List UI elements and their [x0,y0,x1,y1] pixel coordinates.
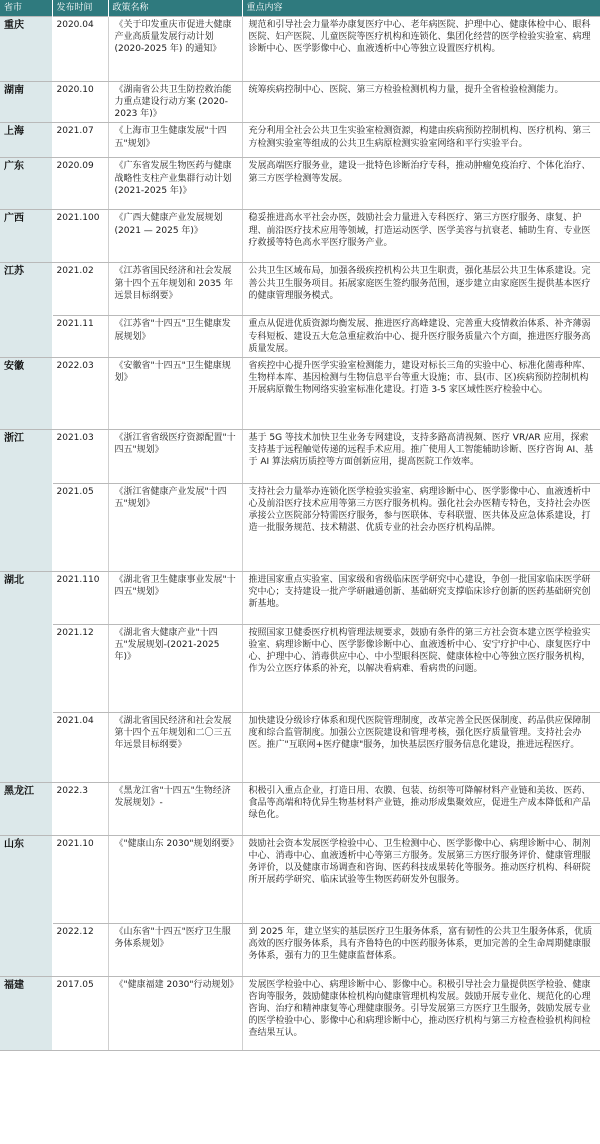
province-cell: 湖南 [0,82,52,123]
date-cell: 2020.04 [52,17,108,82]
column-header-content: 重点内容 [242,0,600,17]
policy-name-cell: 《湖北省国民经济和社会发展第十四个五年规划和二〇三五年远景目标纲要》 [108,712,242,782]
content-cell: 发展医学检验中心、病理诊断中心、影像中心。积极引导社会力量提供医学检验、健康咨询等服务，鼓励健康体检机构向健康管理机构发展。鼓励开展专业化、规范化的心理咨询、治疗和精神康复等心理健康服务。引导发展第三方医疗卫生服务，鼓励发展专业的医学检验中心、影像中心和病理诊断中心，推动医疗机构与第三方检查检验机构间检查结果互认。 [242,976,600,1050]
date-cell: 2017.05 [52,976,108,1050]
province-cell: 广西 [0,210,52,263]
table-row [0,976,600,1050]
province-cell: 上海 [0,123,52,158]
province-cell: 黑龙江 [0,782,52,835]
date-cell: 2021.12 [52,624,108,712]
table-row [0,429,600,483]
content-cell: 按照国家卫健委医疗机构管理法规要求，鼓励有条件的第三方社会资本建立医学检验实验室、病理诊断中心、医学影像诊断中心、血液透析中心、安宁疗护中心、康复医疗中心、护理中心、消毒供应中心、中小型眼科医院、健康体检中心等独立医疗服务机构，作为公立医疗体系的补充，以解决看病难、看病贵的问题。 [242,624,600,712]
province-cell: 重庆 [0,17,52,82]
table-row [0,835,600,923]
date-cell: 2021.03 [52,429,108,483]
table-row [0,923,600,976]
column-header-province: 省市 [0,0,52,17]
date-cell: 2021.04 [52,712,108,782]
table-row [0,17,600,82]
policy-name-cell: 《黑龙江省"十四五"生物经济发展规划》- [108,782,242,835]
date-cell: 2021.05 [52,483,108,571]
policy-name-cell: 《"健康福建 2030"行动规划》 [108,976,242,1050]
content-cell: 到 2025 年，建立坚实的基层医疗卫生服务体系，富有韧性的公共卫生服务体系，优质高效的医疗服务体系，具有齐鲁特色的中医药服务体系，更加完善的全生命周期健康服务体系，强有力的卫生健康监督体系。 [242,923,600,976]
policy-name-cell: 《江苏省"十四五"卫生健康发展规划》 [108,316,242,357]
province-cell: 福建 [0,976,52,1050]
content-cell: 重点从促进优质资源均衡发展、推进医疗高峰建设、完善重大疫情救治体系、补齐薄弱专科短板、建设五大危急重症救治中心、提升医疗服务质量六个方面，推进医疗服务高质量发展。 [242,316,600,357]
table-row [0,624,600,712]
policy-name-cell: 《湖北省大健康产业"十四五"发展规划-(2021-2025 年)》 [108,624,242,712]
date-cell: 2021.100 [52,210,108,263]
content-cell: 加快建设分级诊疗体系和现代医院管理制度，改革完善全民医保制度、药品供应保障制度和综合监管制度。加强公立医院建设和管理考核，强化医疗质量管理。支持社会办医。推广"互联网+医疗健康"服务，加快基层医疗服务信息化建设，推进远程医疗。 [242,712,600,782]
table-row [0,210,600,263]
column-header-policy: 政策名称 [108,0,242,17]
table-row [0,571,600,624]
content-cell: 统筹疾病控制中心、医院、第三方检验检测机构力量，提升全省检验检测能力。 [242,82,600,123]
content-cell: 积极引入重点企业，打造日用、农膜、包装、纺织等可降解材料产业链和美妆、医药、食品等高端和特优异生物基材料产业链，推动形成集聚效应，促进生产成本降低和产品绿色化。 [242,782,600,835]
policy-name-cell: 《安徽省"十四五"卫生健康规划》 [108,357,242,429]
content-cell: 基于 5G 等技术加快卫生业务专网建设，支持多路高清视频、医疗 VR/AR 应用，探索支持基于远程触觉传递的远程手术应用。推广使用人工智能辅助诊断、医疗咨询 AI、基于 AI 算法病历质控等方面创新应用，提高医院工作效率。 [242,429,600,483]
policy-name-cell: 《湖北省卫生健康事业发展"十四五"规划》 [108,571,242,624]
table-row [0,158,600,210]
date-cell: 2022.12 [52,923,108,976]
province-cell: 广东 [0,158,52,210]
policy-name-cell: 《山东省"十四五"医疗卫生服务体系规划》 [108,923,242,976]
table-row [0,316,600,357]
province-cell: 湖北 [0,571,52,782]
policy-name-cell: 《关于印发重庆市促进大健康产业高质量发展行动计划 (2020-2025 年) 的通知》 [108,17,242,82]
table-row [0,82,600,123]
date-cell: 2021.110 [52,571,108,624]
content-cell: 鼓励社会资本发展医学检验中心、卫生检测中心、医学影像中心、病理诊断中心、制剂中心、消毒中心、血液透析中心等第三方服务。发展第三方医疗服务评价、健康管理服务评价，以及健康市场调查和咨询、医药科技成果转化等服务。推动医疗机构、科研院所开展药学研究、临床试验等生物医药研发外包服务。 [242,835,600,923]
content-cell: 稳妥推进高水平社会办医，鼓励社会力量进入专科医疗、第三方医疗服务、康复、护理、前沿医疗技术应用等领域，打造运动医学、医学美容与抗衰老、辅助生育、专业医疗救援等特色高水平医疗服务产业。 [242,210,600,263]
content-cell: 规范和引导社会力量举办康复医疗中心、老年病医院、护理中心、健康体检中心、眼科医院、妇产医院、儿童医院等医疗机构和连锁化、集团化经营的医学检验实验室、病理诊断中心、医学影像中心、血液透析中心等独立设置医疗机构。 [242,17,600,82]
date-cell: 2021.07 [52,123,108,158]
table-row [0,782,600,835]
policy-name-cell: 《湖南省公共卫生防控救治能力重点建设行动方案 (2020-2023 年)》 [108,82,242,123]
province-cell: 安徽 [0,357,52,429]
content-cell: 公共卫生区域布局，加强各级疾控机构公共卫生职责，强化基层公共卫生体系建设。完善公共卫生服务项目。拓展家庭医生签约服务范围，逐步建立由家庭医生提供基本医疗的健康管理服务模式。 [242,263,600,316]
table-row [0,263,600,316]
date-cell: 2022.3 [52,782,108,835]
column-header-date: 发布时间 [52,0,108,17]
content-cell: 充分利用全社会公共卫生实验室检测资源，构建由疾病预防控制机构、医疗机构、第三方检测实验室等组成的公共卫生病原检测实验室网络和平行实验平台。 [242,123,600,158]
table-body [0,17,600,1051]
policy-name-cell: 《广东省发展生物医药与健康战略性支柱产业集群行动计划(2021-2025 年)》 [108,158,242,210]
policy-name-cell: 《广西大健康产业发展规划(2021 — 2025 年)》 [108,210,242,263]
province-cell: 浙江 [0,429,52,571]
policy-name-cell: 《"健康山东 2030"规划纲要》 [108,835,242,923]
policy-name-cell: 《浙江省省级医疗资源配置"十四五"规划》 [108,429,242,483]
content-cell: 推进国家重点实验室、国家级和省级临床医学研究中心建设，争创一批国家临床医学研究中心；支持建设一批产学研融通创新、基础研究支撑临床诊疗创新的医药基础研究创新基地。 [242,571,600,624]
table-row [0,357,600,429]
date-cell: 2022.03 [52,357,108,429]
province-cell: 江苏 [0,263,52,357]
content-cell: 支持社会力量举办连锁化医学检验实验室、病理诊断中心、医学影像中心、血液透析中心及前沿医疗技术应用等第三方医疗服务机构。强化社会办医精专特色，支持社会办医承接公立医院部分特需医疗服务，参与医联体、专科联盟、医共体及应急体系建设，打造一批服务规范、技术精湛、优质专业的社会办医疗机构品牌。 [242,483,600,571]
table-row [0,123,600,158]
content-cell: 省疾控中心提升医学实验室检测能力，建设对标长三角的实验中心、标准化菌毒种库、生物样本库、基因检测与生物信息平台等重大设施；市、县(市、区)疾病预防控制机构开展病原微生物网络实验室标准化建设。打造 3-5 家区域性医疗检验中心。 [242,357,600,429]
date-cell: 2021.10 [52,835,108,923]
date-cell: 2020.10 [52,82,108,123]
content-cell: 发展高端医疗服务业，建设一批特色诊断治疗专科，推动肿瘤免疫治疗、个体化治疗、第三方医学检测等发展。 [242,158,600,210]
policy-name-cell: 《上海市卫生健康发展"十四五"规划》 [108,123,242,158]
province-cell: 山东 [0,835,52,976]
date-cell: 2020.09 [52,158,108,210]
policy-name-cell: 《江苏省国民经济和社会发展第十四个五年规划和 2035 年远景目标纲要》 [108,263,242,316]
date-cell: 2021.11 [52,316,108,357]
table-row [0,712,600,782]
table-row [0,483,600,571]
policy-name-cell: 《浙江省健康产业发展"十四五"规划》 [108,483,242,571]
date-cell: 2021.02 [52,263,108,316]
table-header-row [0,0,600,17]
